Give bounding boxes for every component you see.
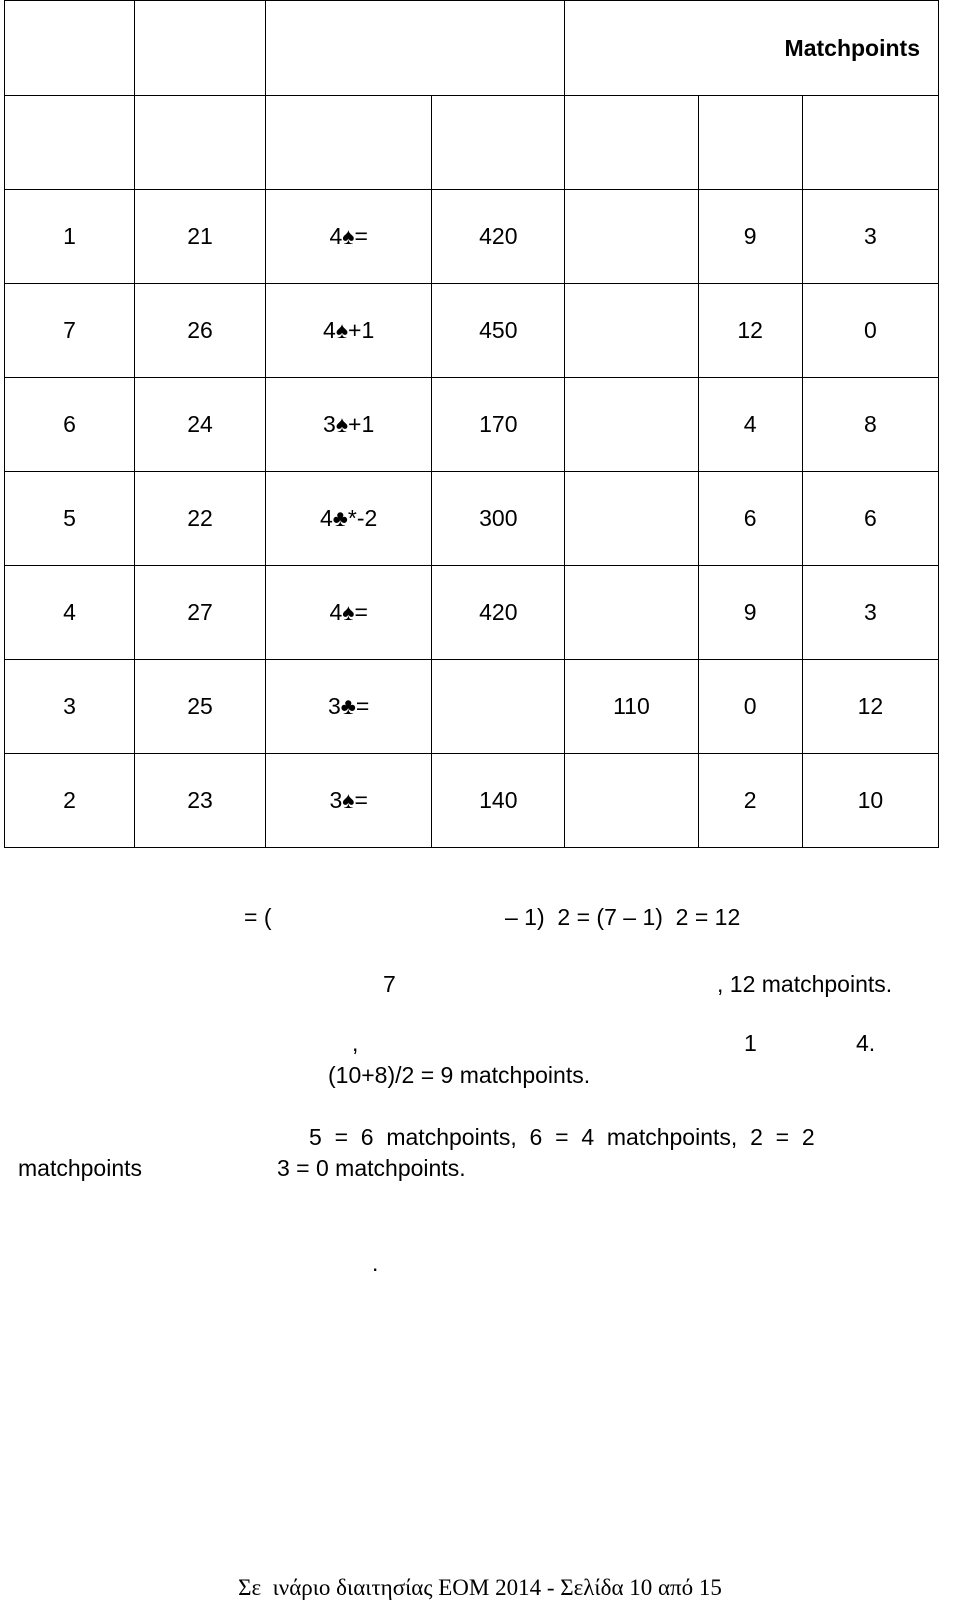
formula-start: = ( (244, 904, 272, 930)
table-cell (565, 378, 698, 472)
table-cell: 12 (802, 660, 938, 754)
header-cell (266, 1, 565, 96)
table-cell: 3 (802, 566, 938, 660)
table-cell: 300 (432, 472, 565, 566)
table-cell: 3♣= (266, 660, 432, 754)
table-cell: 9 (698, 566, 802, 660)
summary-line: 5 = 6 matchpoints, 6 = 4 matchpoints, 2 = 2 (309, 1124, 815, 1150)
table-cell: 4♠= (266, 566, 432, 660)
table-row (5, 472, 939, 566)
table-cell: 4♠+1 (266, 284, 432, 378)
table-cell: 450 (432, 284, 565, 378)
period: . (372, 1250, 379, 1276)
tie-comma: , (352, 1030, 359, 1056)
table-cell: 1 (5, 190, 135, 284)
explanation-number: 7 (383, 971, 396, 997)
table-cell (565, 190, 698, 284)
results-table (4, 0, 939, 848)
table-cell: 4 (5, 566, 135, 660)
table-cell: 6 (5, 378, 135, 472)
table-cell: 23 (135, 754, 266, 848)
page-footer: Σε ινάριο διαιτησίας ΕΟΜ 2014 - Σελίδα 10 από 15 (238, 1575, 722, 1600)
table-cell: 8 (802, 378, 938, 472)
summary-matchpoints: matchpoints (18, 1155, 143, 1181)
table-row (5, 754, 939, 848)
table-subheader-row (5, 96, 939, 190)
table-cell (565, 284, 698, 378)
table-header-row (5, 1, 939, 96)
summary-end: 3 = 0 matchpoints. (277, 1155, 466, 1181)
table-row (5, 284, 939, 378)
tie-number-4: 4. (856, 1030, 876, 1056)
matchpoints-header: Matchpoints (565, 1, 939, 96)
header-cell (5, 1, 135, 96)
table-cell: 3 (5, 660, 135, 754)
table-cell: 110 (565, 660, 698, 754)
table-cell: 420 (432, 566, 565, 660)
table-cell: 4 (698, 378, 802, 472)
header-cell (135, 1, 266, 96)
table-cell: 4♣*-2 (266, 472, 432, 566)
formula-end: – 1) 2 = (7 – 1) 2 = 12 (505, 904, 741, 930)
table-cell: 170 (432, 378, 565, 472)
tie-calculation: (10+8)/2 = 9 matchpoints. (328, 1062, 591, 1088)
table-cell: 10 (802, 754, 938, 848)
table-cell: 21 (135, 190, 266, 284)
table-cell: 26 (135, 284, 266, 378)
table-row (5, 190, 939, 284)
table-cell: 7 (5, 284, 135, 378)
table-cell (565, 472, 698, 566)
table-cell: 420 (432, 190, 565, 284)
table-cell: 140 (432, 754, 565, 848)
table-cell: 27 (135, 566, 266, 660)
table-cell: 2 (5, 754, 135, 848)
table-cell: 25 (135, 660, 266, 754)
table-cell: 3 (802, 190, 938, 284)
table-cell: 9 (698, 190, 802, 284)
table-row (5, 378, 939, 472)
table-cell: 6 (802, 472, 938, 566)
table-cell: 4♠= (266, 190, 432, 284)
table-cell (565, 754, 698, 848)
table-cell (565, 566, 698, 660)
table-cell: 0 (698, 660, 802, 754)
table-cell: 6 (698, 472, 802, 566)
table-cell: 22 (135, 472, 266, 566)
table-cell: 2 (698, 754, 802, 848)
tie-number-1: 1 (744, 1030, 757, 1056)
table-cell: 0 (802, 284, 938, 378)
explanation-result: , 12 matchpoints. (717, 971, 893, 997)
table-row (5, 660, 939, 754)
table-row (5, 566, 939, 660)
table-cell: 3♠+1 (266, 378, 432, 472)
table-cell (432, 660, 565, 754)
table-cell: 12 (698, 284, 802, 378)
table-cell: 5 (5, 472, 135, 566)
table-cell: 24 (135, 378, 266, 472)
table-cell: 3♠= (266, 754, 432, 848)
